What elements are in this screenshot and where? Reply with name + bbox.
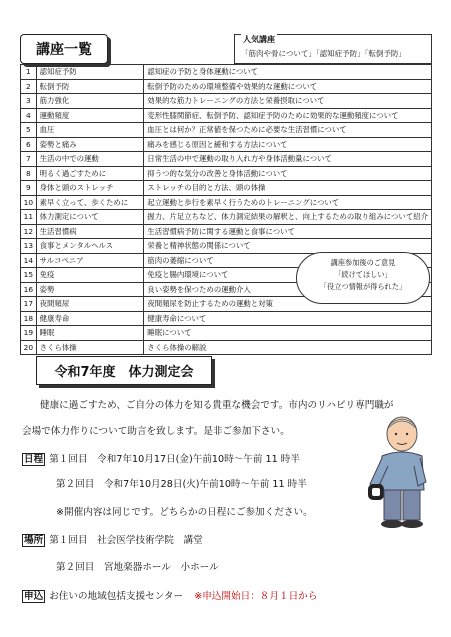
course-title: 運動頻度 <box>36 108 144 123</box>
course-title: 生活の中での運動 <box>36 152 144 167</box>
course-description: 変形性膝関節症、転倒予防、認知症予防のために効果的な運動頻度について <box>144 108 432 123</box>
course-title: 夜間頻尿 <box>36 297 144 312</box>
course-number: 13 <box>21 239 37 254</box>
course-title: 睡眠 <box>36 326 144 341</box>
session-2: 第２回目 令和7年10月28日(火)午前10時～午前 11 時半 <box>56 479 307 490</box>
page-title: 講座一覧 <box>20 34 108 64</box>
course-description: 栄養と精神状態の関係について <box>144 239 432 254</box>
course-number: 19 <box>21 326 37 341</box>
course-description: 痛みを感じる原因と緩和する方法について <box>144 137 432 152</box>
course-row <box>21 340 432 355</box>
feedback-heading: 講座参加後のご意見 <box>330 258 396 267</box>
course-row <box>21 181 432 196</box>
course-number: 7 <box>21 152 37 167</box>
course-row <box>21 166 432 181</box>
place-2: 第２回目 宮地楽器ホール 小ホール <box>56 562 219 573</box>
course-title: 血圧 <box>36 123 144 138</box>
course-title: 身体と頭のストレッチ <box>36 181 144 196</box>
course-number: 20 <box>21 340 37 355</box>
apply-row <box>22 588 317 602</box>
course-row <box>21 137 432 152</box>
course-description: 抑うつ的な気分の改善と身体活動について <box>144 166 432 181</box>
course-description: 血圧とは何か？正常値を保つために必要な生活習慣について <box>144 123 432 138</box>
course-title: 体力測定について <box>36 210 144 225</box>
session-1: 第１回目 令和7年10月17日(金)午前10時～午前 11 時半 <box>49 454 300 465</box>
course-description: 免疫と腸内環境について <box>144 268 432 283</box>
course-title: さくら体操 <box>36 340 144 355</box>
course-title: 認知症予防 <box>36 65 144 80</box>
course-description: 効果的な筋力トレーニングの方法と栄養摂取について <box>144 94 432 109</box>
course-row <box>21 326 432 341</box>
course-row <box>21 65 432 80</box>
course-row <box>21 94 432 109</box>
course-title: 食事とメンタルヘルス <box>36 239 144 254</box>
popular-courses-box <box>234 34 432 64</box>
course-title: 明るく過ごすために <box>36 166 144 181</box>
course-number: 2 <box>21 79 37 94</box>
course-title: 姿勢と痛み <box>36 137 144 152</box>
popular-heading: 人気講座 <box>243 35 275 44</box>
course-description: 筋肉の萎縮について <box>144 253 432 268</box>
course-description: 睡眠について <box>144 326 432 341</box>
course-description: 生活習慣病予防に関する運動と食事について <box>144 224 432 239</box>
course-title: 素早く立って、歩くために <box>36 195 144 210</box>
course-number: 3 <box>21 94 37 109</box>
event-intro-2: 会場で体力作りについて助言を致します。是非ご参加下さい。 <box>22 426 290 437</box>
schedule-row-1 <box>22 451 300 465</box>
course-description: 健康寿命について <box>144 311 432 326</box>
course-row <box>21 152 432 167</box>
course-row <box>21 108 432 123</box>
apply-tag: 申込 <box>24 591 44 602</box>
course-description: 起立運動と歩行を素早く行うためのトレーニングについて <box>144 195 432 210</box>
course-number: 10 <box>21 195 37 210</box>
course-number: 17 <box>21 297 37 312</box>
apply-start: ※申込開始日：８月１日から <box>194 591 318 602</box>
course-row <box>21 210 432 225</box>
elderly-man-illustration <box>362 412 434 530</box>
course-title: 転倒予防 <box>36 79 144 94</box>
course-title: 姿勢 <box>36 282 144 297</box>
popular-text: 「筋肉や骨について」「認知症予防」「転倒予防」 <box>241 49 406 58</box>
course-number: 1 <box>21 65 37 80</box>
course-row <box>21 195 432 210</box>
place-row-1 <box>22 532 203 546</box>
apply-place: お住いの地域包括支援センター <box>49 591 184 602</box>
course-title: サルコペニア <box>36 253 144 268</box>
course-description: ストレッチの目的と方法、頭の体操 <box>144 181 432 196</box>
feedback-line-2: 「役立つ情報が得られた」 <box>319 282 407 291</box>
course-row <box>21 239 432 254</box>
course-number: 16 <box>21 282 37 297</box>
course-title: 筋力強化 <box>36 94 144 109</box>
course-description: 認知症の予防と身体運動について <box>144 65 432 80</box>
course-number: 12 <box>21 224 37 239</box>
feedback-line-1: 「続けてほしい」 <box>334 270 392 279</box>
course-row <box>21 79 432 94</box>
place-1: 第１回目 社会医学技術学院 講堂 <box>49 535 203 546</box>
course-row <box>21 123 432 138</box>
course-number: 14 <box>21 253 37 268</box>
course-description: 日常生活の中で運動の取り入れ方や身体活動量について <box>144 152 432 167</box>
place-tag: 場所 <box>24 535 44 546</box>
course-description: 良い姿勢を保つための運動介入 <box>144 282 432 297</box>
course-number: 4 <box>21 108 37 123</box>
course-title: 健康寿命 <box>36 311 144 326</box>
event-title: 令和7年度 体力測定会 <box>36 356 212 385</box>
course-row <box>21 311 432 326</box>
course-description: 夜間頻尿を防止するための運動と対策 <box>144 297 432 312</box>
schedule-tag: 日程 <box>24 454 44 465</box>
event-intro-1: 健康に過ごすため、ご自分の体力を知る貴重な機会です。市内のリハビリ専門職が <box>40 400 394 411</box>
course-number: 9 <box>21 181 37 196</box>
course-description: さくら体操の解説 <box>144 340 432 355</box>
course-number: 15 <box>21 268 37 283</box>
schedule-note: ※開催内容は同じです。どちらかの日程にご参加ください。 <box>56 507 313 518</box>
course-number: 11 <box>21 210 37 225</box>
course-number: 6 <box>21 137 37 152</box>
course-description: 握力、片足立ちなど、体力測定結果の解釈と、向上するための取り組みについて紹介 <box>144 210 432 225</box>
course-number: 8 <box>21 166 37 181</box>
course-number: 18 <box>21 311 37 326</box>
course-title: 生活習慣病 <box>36 224 144 239</box>
course-title: 免疫 <box>36 268 144 283</box>
feedback-bubble <box>296 252 430 304</box>
course-row <box>21 224 432 239</box>
course-table <box>20 64 432 355</box>
course-description: 転倒予防のための環境整備や効果的な運動について <box>144 79 432 94</box>
course-number: 5 <box>21 123 37 138</box>
